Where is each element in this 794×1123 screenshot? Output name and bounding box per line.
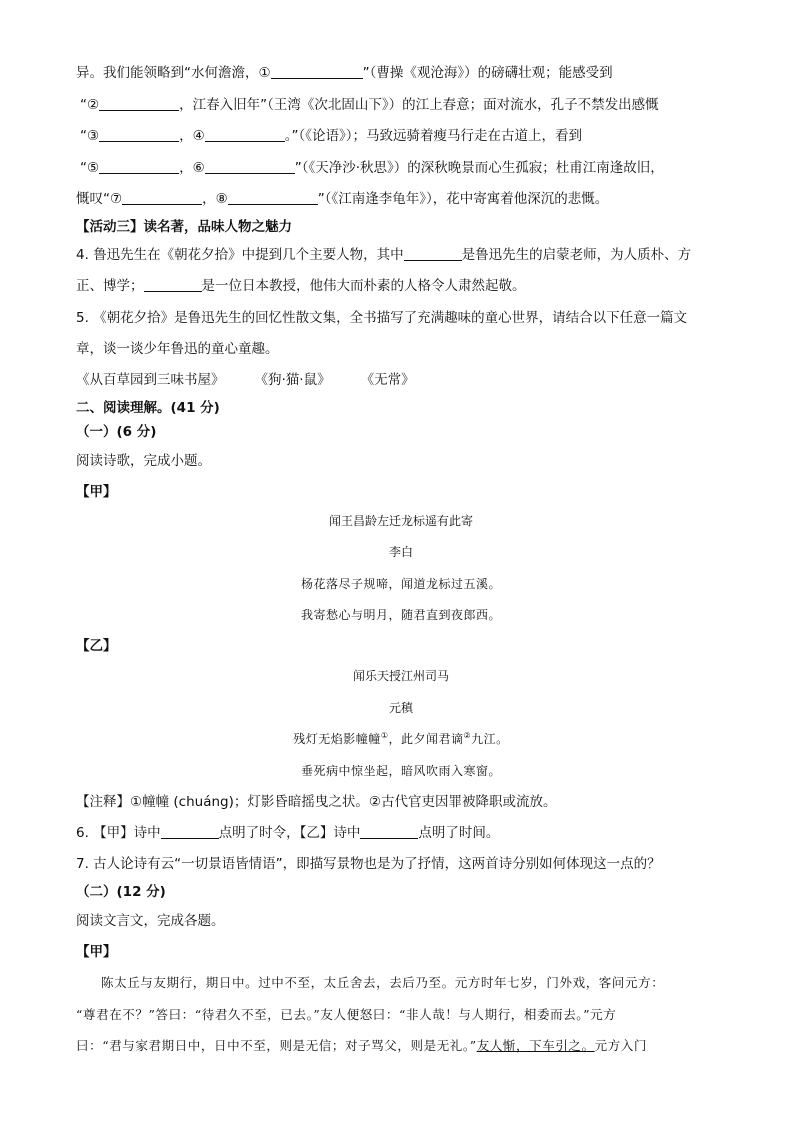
activity3-heading: 【活动三】读名著，品味人物之魅力 [76,219,292,235]
part-2-heading: （二）(12 分) [76,884,166,900]
answer-blank-q6a[interactable] [161,826,219,839]
underlined-sentence: 友人惭，下车引之。 [476,1038,595,1053]
answer-blank-7[interactable] [122,192,202,205]
poem-jia-line-1: 杨花落尽子规啼，闻道龙标过五溪。 [300,577,501,591]
text-line-4: “⑤ ，⑥ ”（《天净沙·秋思》）的深秋晚景而心生孤寂；杜甫江南逢故旧， [80,160,664,176]
answer-blank-2[interactable] [99,98,179,111]
answer-blank-5[interactable] [99,161,179,174]
poem-yi-title: 闻乐天授江州司马 [352,669,449,683]
answer-blank-3[interactable] [99,129,179,142]
option-1: 《从百草园到三味书屋》 [76,372,225,388]
poem-jia-author: 李白 [388,545,413,559]
text-line-1: 异。我们能领略到“水何澹澹，① ”（曹操《观沧海》）的磅礴壮观；能感受到 [76,65,613,81]
answer-blank-6[interactable] [205,161,295,174]
answer-blank-8[interactable] [228,192,318,205]
part-2-instruction: 阅读文言文，完成各题。 [76,913,225,929]
answer-blank-q4a[interactable] [404,248,462,261]
prose-line-3: 曰：“君与家君期日中，日中不至，则是无信；对子骂父，则是无礼。”友人惭，下车引之。元方入门 [76,1038,648,1053]
prose-line-1: 陈太丘与友期行，期日中。过中不至，太丘舍去，去后乃至。元方时年七岁，门外戏，客问元方： [101,975,665,990]
part-1-heading: （一）(6 分) [76,424,157,440]
text-line-3: “③ ，④ 。”（《论语》）；马致远骑着瘦马行走在古道上，看到 [80,128,582,144]
section-2-heading: 二、阅读理解。(41 分) [76,400,220,416]
text-line-2: “② ，江春入旧年”（王湾《次北固山下》）的江上春意；面对流水，孔子不禁发出感慨 [80,97,659,113]
note-marker-2: ② [463,731,472,740]
poem-yi-author: 元稹 [388,701,413,715]
answer-blank-1[interactable] [271,66,363,79]
annotation-notes: 【注释】①幢幢 (chuáng)；灯影昏暗摇曳之状。②古代官吏因罪被降职或流放。 [76,794,557,810]
question-5-options [76,372,726,388]
question-4-line-2: 正、博学； 是一位日本教授，他伟大而朴素的人格令人肃然起敬。 [76,278,526,294]
question-5-line-2: 章，谈一谈少年鲁迅的童心童趣。 [76,341,279,357]
question-5-line-1: 5. 《朝花夕拾》是鲁迅先生的回忆性散文集，全书描写了充满趣味的童心世界，请结合以下任意一篇文 [76,310,688,326]
question-4-line-1: 4. 鲁迅先生在《朝花夕拾》中提到几个主要人物，其中 是鲁迅先生的启蒙老师，为人质朴、方 [76,247,692,263]
text-line-5: 慨叹“⑦ ，⑧ ”（《江南逢李龟年》），花中寄寓着他深沉的悲慨。 [76,191,609,207]
answer-blank-q4b[interactable] [144,279,202,292]
poem-yi-line-2: 垂死病中惊坐起，暗风吹雨入寒窗。 [300,764,501,778]
option-2: 《狗·猫·鼠》 [254,372,331,388]
option-3: 《无常》 [360,372,415,388]
question-7: 7. 古人论诗有云“一切景语皆情语”，即描写景物也是为了抒情，这两首诗分别如何体现这一点的？ [76,856,661,872]
question-6: 6. 【甲】诗中 点明了时令，【乙】诗中 点明了时间。 [76,825,500,841]
note-marker-1: ① [380,731,389,740]
poem-jia-title: 闻王昌龄左迁龙标遥有此寄 [328,514,473,528]
prose-jia-label: 【甲】 [76,944,117,960]
answer-blank-q6b[interactable] [360,826,418,839]
poem-jia-line-2: 我寄愁心与明月，随君直到夜郎西。 [300,608,501,622]
part-1-instruction: 阅读诗歌，完成小题。 [76,453,211,469]
poem-yi-line-1: 残灯无焰影幢幢①，此夕闻君谪②九江。 [293,731,509,746]
poem-jia-label: 【甲】 [76,484,117,500]
prose-line-2: “尊君在不？”答曰：“待君久不至，已去。”友人便怒曰：“非人哉！与人期行，相委而去。”元方 [76,1007,617,1022]
answer-blank-4[interactable] [205,129,285,142]
poem-yi-label: 【乙】 [76,638,117,654]
